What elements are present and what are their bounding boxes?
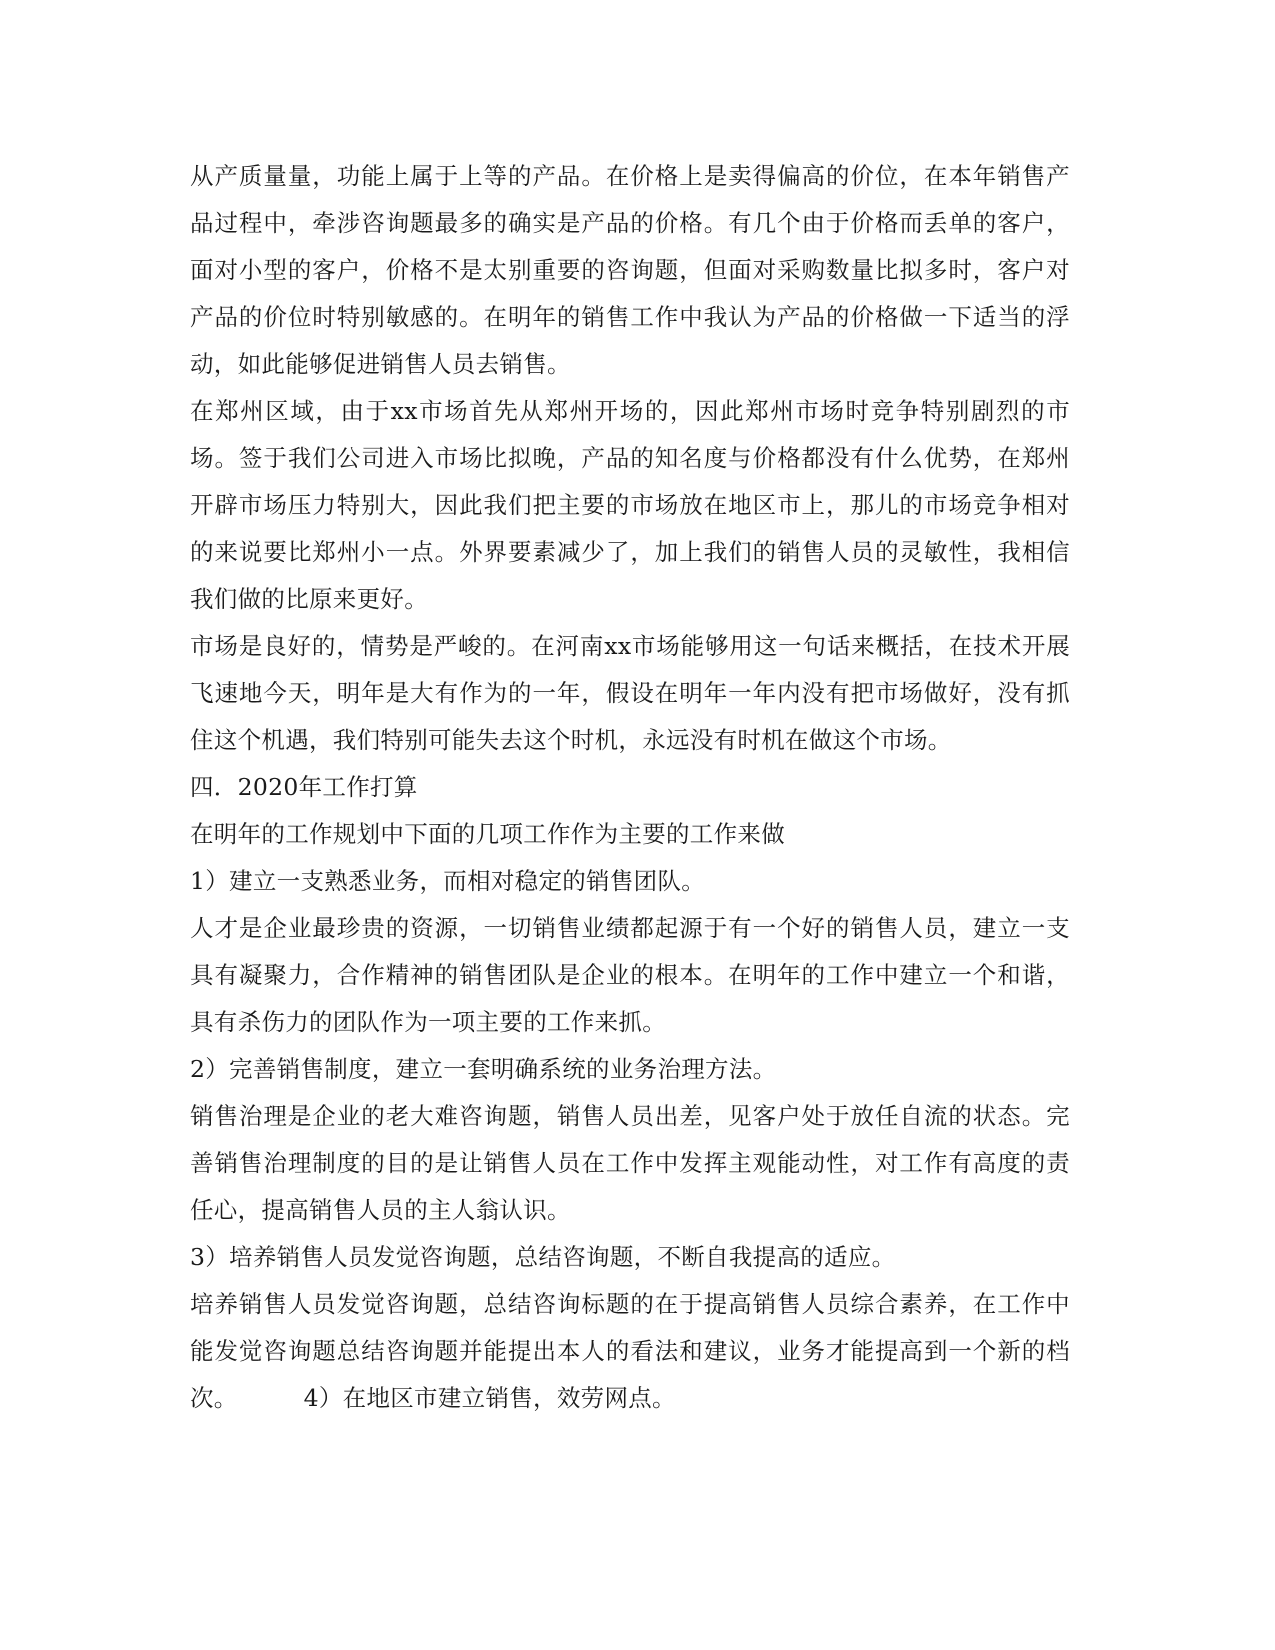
- list-item-4-heading: 4）在地区市建立销售，效劳网点。: [303, 1384, 676, 1412]
- paragraph-plan-intro: 在明年的工作规划中下面的几项工作作为主要的工作来做: [190, 820, 785, 848]
- paragraph-market-outlook: 市场是良好的，情势是严峻的。在河南xx市场能够用这一句话来概括，在技术开展飞速地今天，明年是大有作为的一年，假设在明年一年内没有把市场做好，没有抓住这个机遇，我们特别可能失去这个时机，永远没有时机在做这个市场。: [190, 632, 1070, 754]
- paragraph-zhengzhou-region: 在郑州区域，由于xx市场首先从郑州开场的，因此郑州市场时竞争特别剧烈的市场。签于我们公司进入市场比拟晚，产品的知名度与价格都没有什么优势，在郑州开辟市场压力特别大，因此我们把主要的市场放在地区市上，那儿的市场竞争相对的来说要比郑州小一点。外界要素减少了，加上我们的销售人员的灵敏性，我相信我们做的比原来更好。: [190, 397, 1070, 613]
- section-heading-work-plan: 四．2020年工作打算: [190, 773, 418, 801]
- paragraph-training-and-item-4: [190, 1281, 1070, 1422]
- paragraph-pricing: 从产质量量，功能上属于上等的产品。在价格上是卖得偏高的价位，在本年销售产品过程中，牵涉咨询题最多的确实是产品的价格。有几个由于价格而丢单的客户，面对小型的客户，价格不是太别重要的咨询题，但面对采购数量比拟多时，客户对产品的价位时特别敏感的。在明年的销售工作中我认为产品的价格做一下适当的浮动，如此能够促进销售人员去销售。: [190, 162, 1070, 378]
- list-item-2-heading: 2）完善销售制度，建立一套明确系统的业务治理方法。: [190, 1055, 777, 1083]
- paragraph-sales-management: 销售治理是企业的老大难咨询题，销售人员出差，见客户处于放任自流的状态。完善销售治理制度的目的是让销售人员在工作中发挥主观能动性，对工作有高度的责任心，提高销售人员的主人翁认识。: [190, 1102, 1070, 1224]
- document-body: [190, 153, 1070, 1422]
- list-item-1-heading: 1）建立一支熟悉业务，而相对稳定的销售团队。: [190, 867, 706, 895]
- paragraph-sales-team: 人才是企业最珍贵的资源，一切销售业绩都起源于有一个好的销售人员，建立一支具有凝聚力，合作精神的销售团队是企业的根本。在明年的工作中建立一个和谐，具有杀伤力的团队作为一项主要的工作来抓。: [190, 914, 1070, 1036]
- list-item-3-heading: 3）培养销售人员发觉咨询题，总结咨询题，不断自我提高的适应。: [190, 1243, 896, 1271]
- paragraph-training: 培养销售人员发觉咨询题，总结咨询标题的在于提高销售人员综合素养，在工作中能发觉咨询题总结咨询题并能提出本人的看法和建议，业务才能提高到一个新的档次。: [190, 1290, 1070, 1412]
